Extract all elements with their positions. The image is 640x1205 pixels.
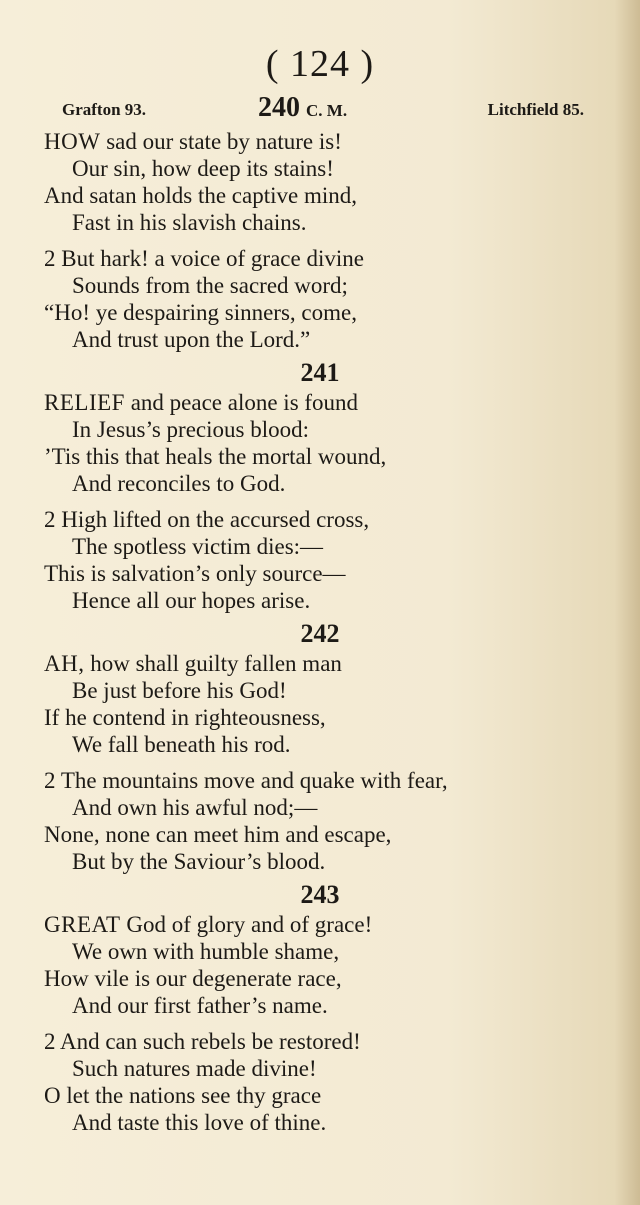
first-hymn-number: 240 [258,92,300,123]
hymn-number: 241 [300,358,340,387]
verse-line: 2 And can such rebels be restored! [44,1029,361,1054]
verse-line: Hence all our hopes arise. [72,588,311,613]
verse-line: If he contend in righteousness, [44,705,326,730]
verse-line: And taste this love of thine. [72,1110,327,1135]
stanza-gap [44,758,624,767]
verse-line [44,911,624,938]
verse-line: Our sin, how deep its stains! [72,156,334,181]
verse-line: Such natures made divine! [72,1056,317,1081]
verse-line: And our first father’s name. [72,993,328,1018]
verse-lead-word: RELIEF [44,390,125,415]
hymn-number: 242 [300,619,340,648]
verse-line: Sounds from the sacred word; [72,273,348,298]
verse-line: Be just before his God! [72,678,287,703]
verse-line [44,389,624,416]
verse-line-text: God of glory and of grace! [120,912,373,937]
verse-line: None, none can meet him and escape, [44,822,392,847]
verse-lead-word: AH, [44,651,85,676]
verse-line: We own with humble shame, [72,939,340,964]
verse-line: In Jesus’s precious blood: [72,417,310,442]
meter-label: C. M. [306,101,348,120]
verse-line: 2 But hark! a voice of grace divine [44,246,364,271]
verse-line: This is salvation’s only source— [44,561,346,586]
verse-line: O let the nations see thy grace [44,1083,322,1108]
verse-line: 2 High lifted on the accursed cross, [44,507,370,532]
verse-line: And trust upon the Lord.” [72,327,311,352]
verse-line: Fast in his slavish chains. [72,210,307,235]
verse-line-text: how shall guilty fallen man [84,651,342,676]
verse-lead-word: HOW [44,129,101,154]
verse-line [44,650,624,677]
verse-line: But by the Saviour’s blood. [72,849,326,874]
verse-line: How vile is our degenerate race, [44,966,342,991]
verse-line: And reconciles to God. [72,471,286,496]
hymn-number: 243 [300,880,340,909]
hymn-text-block [44,128,624,1136]
verse-line: We fall beneath his rod. [72,732,291,757]
verse-line-text: and peace alone is found [124,390,359,415]
page-number: ( 124 ) [265,43,375,85]
tune-name-left: Grafton 93. [62,100,147,119]
tune-name-right: Litchfield 85. [487,100,584,119]
verse-line [44,128,624,155]
stanza-gap [44,1019,624,1028]
verse-lead-word: GREAT [44,912,121,937]
stanza-gap [44,497,624,506]
hymn-number-meter [258,92,347,124]
verse-line-text: sad our state by nature is! [100,129,342,154]
verse-line: “Ho! ye despairing sinners, come, [44,300,357,325]
verse-line: And satan holds the captive mind, [44,183,357,208]
verse-line: ’Tis this that heals the mortal wound, [44,444,387,469]
verse-line: The spotless victim dies:— [72,534,324,559]
verse-line: And own his awful nod;— [72,795,318,820]
verse-line: 2 The mountains move and quake with fear, [44,768,448,793]
hymn-header [62,92,584,128]
stanza-gap [44,236,624,245]
